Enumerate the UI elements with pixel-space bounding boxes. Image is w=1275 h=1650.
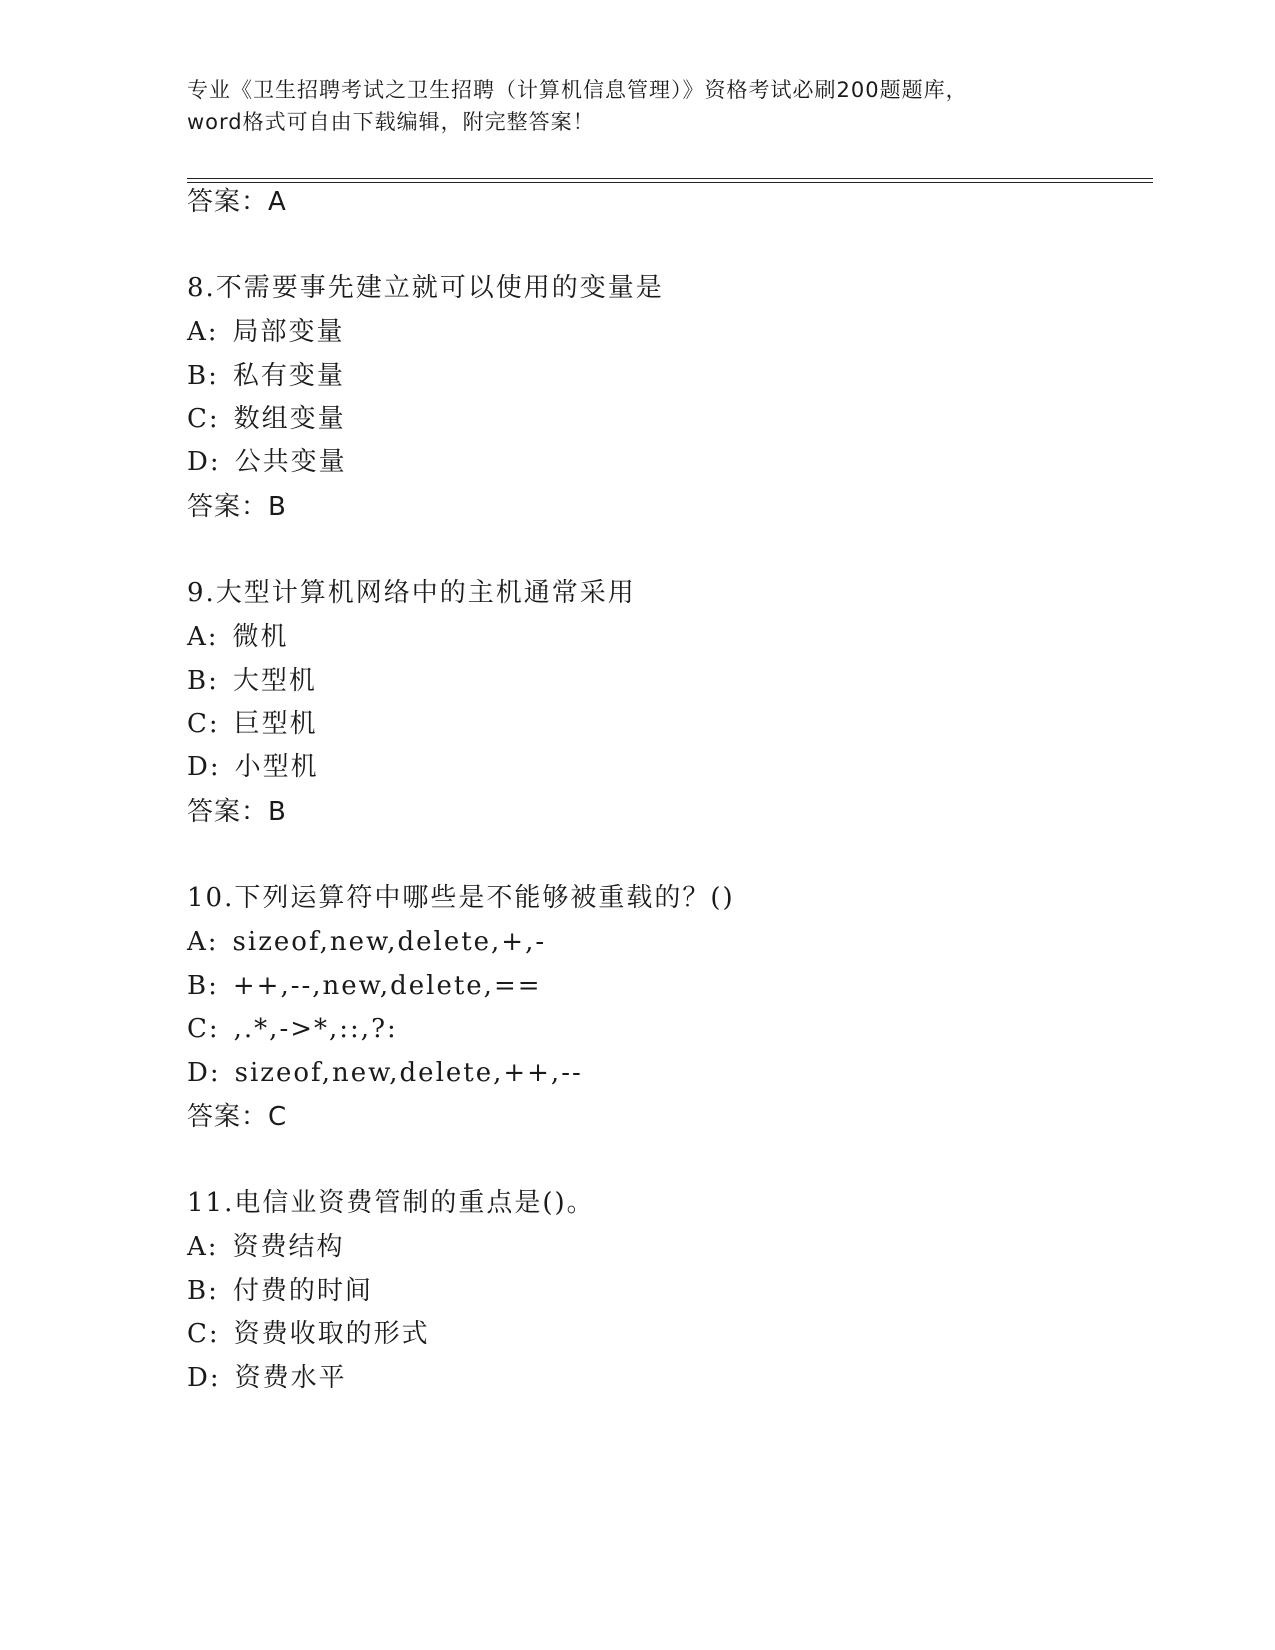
document-header [187,74,1087,138]
answer-line: 答案：B [187,797,287,827]
header-line-1: 专业《卫生招聘考试之卫生招聘（计算机信息管理）》资格考试必刷200题题库， [187,78,968,102]
option-d [187,446,347,478]
option-c [187,1013,398,1045]
header-line-2: word格式可自由下载编辑，附完整答案！ [187,110,595,134]
option-d [187,751,319,783]
option-letter: A: [187,317,219,347]
option-letter: C: [187,1014,220,1044]
option-text: ++,--,new,delete,== [232,971,542,1001]
option-a [187,926,546,958]
option-letter: B: [187,1276,219,1306]
answer-line: 答案：A [187,187,287,217]
option-text: 付费的时间 [232,1276,373,1306]
option-text: sizeof,new,delete,+,- [232,927,547,957]
option-letter: D: [187,752,221,782]
option-a [187,316,345,348]
option-letter: D: [187,447,221,477]
header-divider-bottom [187,182,1153,183]
option-letter: D: [187,1363,221,1393]
option-letter: B: [187,361,219,391]
option-text: 数组变量 [233,404,346,434]
option-letter: C: [187,1319,220,1349]
question-stem: 8.不需要事先建立就可以使用的变量是 [187,273,664,303]
option-letter: A: [187,1232,219,1262]
option-c [187,1318,430,1350]
option-text: 私有变量 [232,361,345,391]
option-letter: B: [187,666,219,696]
option-text: 局部变量 [232,317,345,347]
header-divider-top [187,178,1153,179]
option-a [187,1231,345,1263]
option-text: 公共变量 [234,447,347,477]
answer-line: 答案：B [187,492,287,522]
option-text: 巨型机 [233,709,318,739]
option-letter: A: [187,927,219,957]
option-letter: A: [187,622,219,652]
question-stem: 11.电信业资费管制的重点是()。 [187,1188,595,1218]
option-b [187,970,542,1002]
option-letter: B: [187,971,219,1001]
option-b [187,1275,373,1307]
option-d [187,1362,347,1394]
option-c [187,708,318,740]
option-letter: C: [187,709,220,739]
option-text: 微机 [232,622,289,652]
answer-line: 答案：C [187,1102,288,1132]
option-text: ,.*,->*,::,?: [233,1014,398,1044]
option-text: 资费水平 [234,1363,347,1393]
option-text: 资费结构 [232,1232,345,1262]
option-b [187,360,345,392]
option-text: 资费收取的形式 [233,1319,430,1349]
option-text: sizeof,new,delete,++,-- [234,1058,583,1088]
option-text: 大型机 [232,666,317,696]
option-letter: C: [187,404,220,434]
question-stem: 9.大型计算机网络中的主机通常采用 [187,578,636,608]
question-stem: 10.下列运算符中哪些是不能够被重载的？() [187,883,735,913]
option-d [187,1057,583,1089]
option-c [187,403,346,435]
option-letter: D: [187,1058,221,1088]
option-text: 小型机 [234,752,319,782]
option-b [187,665,317,697]
option-a [187,621,289,653]
